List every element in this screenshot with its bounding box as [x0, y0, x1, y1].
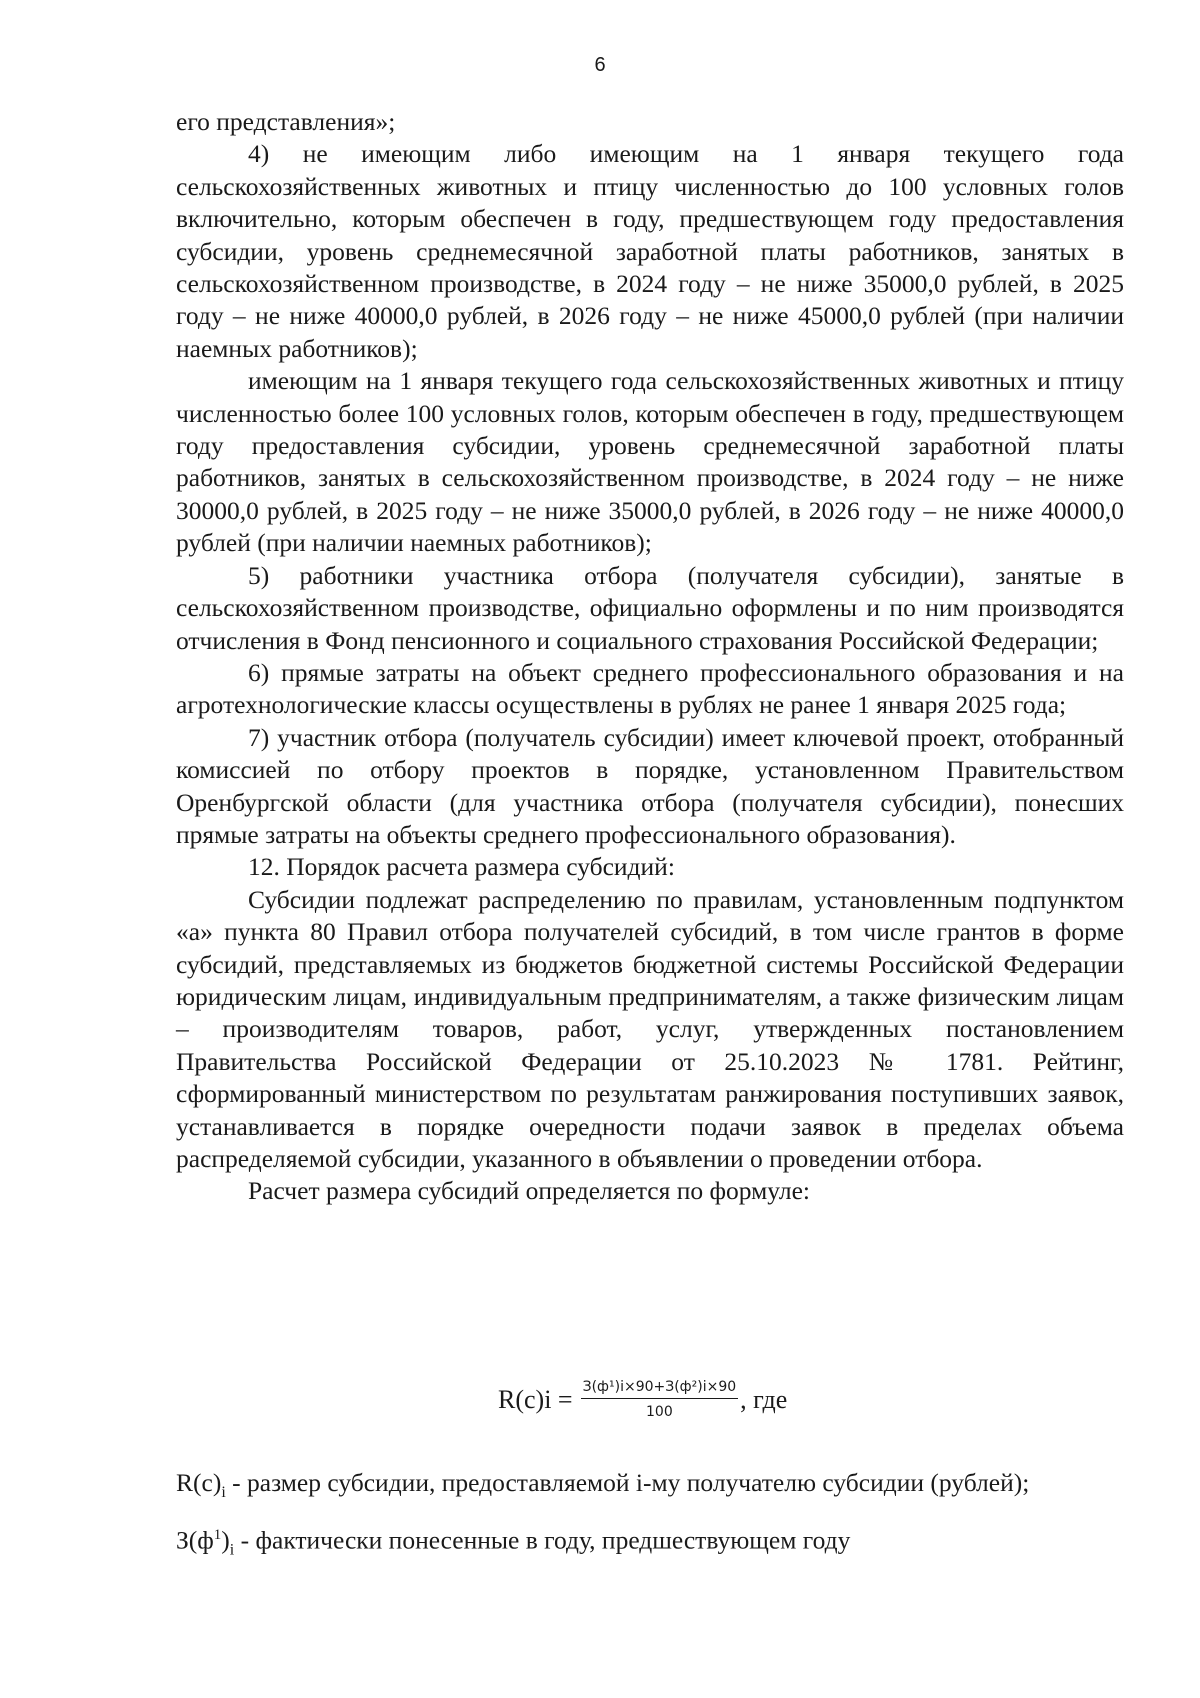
paragraph-distribution: Субсидии подлежат распределению по правилам, установленным подпунктом «а» пункта 80 Правил отбора получателей субсидий, в том числе грантов в форме субсидий, представляемых из бюджетов бюджетной системы Российской Федерации юридическим лицам, индивидуальным предпринимателям, а также физическим лицам – производителям товаров, работ, услуг, утвержденных постановлением Правительства Российской Федерации от 25.10.2023 № 1781. Рейтинг, сформированный министерством по результатам ранжирования поступивших заявок, устанавливается в порядке очередности подачи заявок в пределах объема распределяемой субсидии, указанного в объявлении о проведении отбора. [176, 884, 1124, 1173]
definition-r-symbol: R(c) [176, 1468, 222, 1497]
formula-fraction [581, 1378, 739, 1421]
definition-r [176, 1466, 1124, 1509]
definition-z1 [176, 1519, 1124, 1567]
definition-z1-subscript: i [229, 1541, 235, 1559]
section-12-heading: 12. Порядок расчета размера субсидий: [248, 852, 675, 882]
paragraph-item-4-cont: имеющим на 1 января текущего года сельскохозяйственных животных и птицу численностью более 100 условных голов, которым обеспечен в году, предшествующем году предоставления субсидии, уровень среднемесячной заработной платы работников, занятых в сельскохозяйственном производстве, в 2024 году – не ниже 30000,0 рублей, в 2025 году – не ниже 35000,0 рублей, в 2026 году – не ниже 40000,0 рублей (при наличии наемных работников); [176, 366, 1124, 558]
paragraph-item-5: 5) работники участника отбора (получателя субсидии), занятые в сельскохозяйственном производстве, официально оформлены и по ним производятся отчисления в Фонд пенсионного и социального страхования Российской Федерации; [176, 560, 1124, 655]
paragraph-0: его представления»; [176, 107, 396, 136]
definitions [176, 1466, 1124, 1577]
definition-r-subscript: i [221, 1484, 226, 1502]
paragraph-item-4: 4) не имеющим либо имеющим на 1 января текущего года сельскохозяйственных животных и птицу численностью до 100 условных голов включительно, которым обеспечен в году, предшествующем году предоставления субсидии, уровень среднемесячной заработной платы работников, занятых в сельскохозяйственном производстве, в 2024 году – не ниже 35000,0 рублей, в 2025 году – не ниже 40000,0 рублей, в 2026 году – не ниже 45000,0 рублей (при наличии наемных работников); [176, 139, 1124, 363]
definition-z1-symbol: З(ф [176, 1525, 214, 1555]
paragraph-formula-intro: Расчет размера субсидий определяется по формуле: [248, 1176, 810, 1206]
paragraph-item-6: 6) прямые затраты на объект среднего профессионального образования и на агротехнологические классы осуществлены в рублях не ранее 1 января 2025 года; [176, 657, 1124, 720]
page-number: 6 [594, 54, 606, 76]
formula-lhs: R(c)i = [498, 1384, 573, 1414]
paragraph-item-7: 7) участник отбора (получатель субсидии) имеет ключевой проект, отобранный комиссией по отбору проектов в порядке, установленном Правительством Оренбургской области (для участника отбора (получателя субсидии), понесших прямые затраты на объекты среднего профессионального образования). [176, 722, 1124, 849]
body-text [176, 106, 1124, 1208]
formula-numerator: З(ф¹)i×90+З(ф²)i×90 [581, 1378, 739, 1399]
formula-suffix: , где [740, 1384, 788, 1414]
definition-r-text: - размер субсидии, предоставляемой i-му получателю субсидии (рублей); [225, 1468, 1030, 1497]
definition-z1-close: ) [221, 1525, 230, 1555]
formula-denominator: 100 [646, 1404, 673, 1420]
definition-z1-text: - фактически понесенные в году, предшествующем году [234, 1525, 851, 1555]
definition-z1-superscript: 1 [213, 1527, 222, 1544]
formula [498, 1378, 787, 1421]
